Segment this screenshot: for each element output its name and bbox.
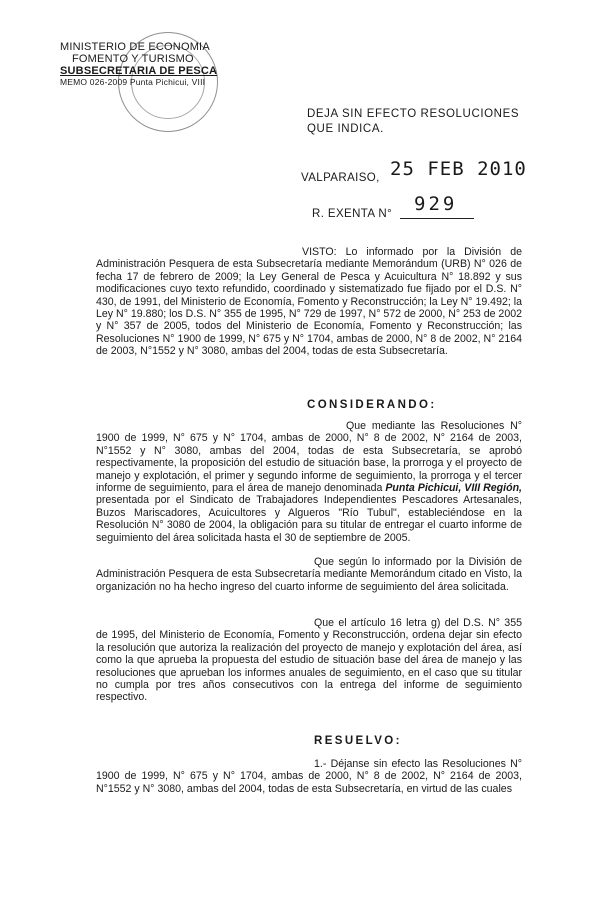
considerando-paragraph-2 bbox=[96, 556, 522, 593]
exenta-underline bbox=[400, 218, 474, 219]
considerando-2-text: Que según lo informado por la División de Administración Pesquera de esta Subsecretaría mediante Memorándum citado en Visto, la organización no ha hecho ingreso del cuarto informe de seguimiento del área solicitada. bbox=[96, 556, 522, 593]
date-stamp: 25 FEB 2010 bbox=[390, 158, 527, 180]
resolution-subject: DEJA SIN EFECTO RESOLUCIONES QUE INDICA. bbox=[307, 108, 520, 135]
ministry-subtitle: FOMENTO Y TURISMO bbox=[72, 53, 194, 65]
considerando-paragraph-1 bbox=[96, 420, 522, 544]
considerando-1-text-cont: presentada por el Sindicato de Trabajadores Independientes Pescadores Artesanales, Buzos Mariscadores, Acuicultores y Algueros "Río Tubul", estableciéndose en la Resolución N° 3080 de 2004, la obligación para su titular de entregar el cuarto informe de seguimiento del área solicitada hasta el 30 de septiembre de 2005. bbox=[96, 494, 522, 544]
resuelvo-heading: RESUELVO: bbox=[314, 735, 402, 747]
ministry-name: MINISTERIO DE ECONOMIA bbox=[60, 41, 210, 53]
visto-paragraph bbox=[96, 246, 522, 358]
considerando-1-area-name: Punta Pichicui, VIII Región, bbox=[385, 482, 522, 495]
resuelvo-1-text: 1.- Déjanse sin efecto las Resoluciones N° 1900 de 1999, N° 675 y N° 1704, ambas de 2000, N° 8 de 2002, N° 2164 de 2003, N°1552 y N° 3080, ambas del 2004, todas de esta Subsecretaría, en virtud de las cuales bbox=[96, 758, 522, 795]
exenta-number: 929 bbox=[414, 193, 458, 215]
exenta-label: R. EXENTA N° bbox=[312, 208, 393, 220]
considerando-paragraph-3 bbox=[96, 617, 522, 704]
letterhead bbox=[60, 41, 245, 88]
considerando-1-text: Que mediante las Resoluciones N° 1900 de 1999, N° 675 y N° 1704, ambas de 2000, N° 8 de 2002, N° 2164 de 2003, N°1552 y N° 3080, ambas del 2004, todas de esta Subsecretaría, se aprobó respectivamente, la proposición del estudio de situación base, la prorroga y el proyecto de manejo y explotación, el primer y segundo informe de seguimiento, la prorroga y el tercer informe de seguimiento, para el área de manejo denominada bbox=[96, 420, 522, 495]
considerando-heading: CONSIDERANDO: bbox=[307, 399, 437, 411]
considerando-3-text: Que el artículo 16 letra g) del D.S. N° 355 de 1995, del Ministerio de Economía, Fomento y Reconstrucción, ordena dejar sin efecto la resolución que autoriza la realización del proyecto de manejo y explotación del área, así como la que aprueba la propuesta del estudio de situación base del área de manejo y las resoluciones que aprueban los informes anuales de seguimiento, en el caso que su titular no cumpla por tres años consecutivos con la entrega del informe de seguimiento respectivo. bbox=[96, 617, 522, 704]
visto-lead: VISTO: bbox=[302, 246, 337, 258]
undersecretariat-name: SUBSECRETARIA DE PESCA bbox=[60, 65, 218, 77]
visto-text: Lo informado por la División de Administración Pesquera de esta Subsecretaría mediante Memorándum (URB) N° 026 de fecha 17 de febrero de 2009; la Ley General de Pesca y Acuicultura N° 18.892 y sus modificaciones cuyo texto refundido, coordinado y sistematizado fue fijado por el D.S. N° 430, de 1991, del Ministerio de Economía, Fomento y Reconstrucción; la Ley N° 19.492; la Ley N° 19.880; los D.S. N° 355 de 1995, N° 729 de 1997, N° 572 de 2000, N° 253 de 2002 y N° 357 de 2005, todos del Ministerio de Economía, Fomento y Reconstrucción; las Resoluciones N° 1900 de 1999, N° 675 y N° 1704, ambas de 2000, N° 8 de 2002, N° 2164 de 2003, N°1552 y N° 3080, ambas del 2004, todas de esta Subsecretaría. bbox=[96, 246, 522, 358]
place-label: VALPARAISO, bbox=[301, 172, 380, 184]
memo-reference: MEMO 026-2009 Punta Pichicui, VIII bbox=[60, 77, 206, 87]
resuelvo-paragraph-1 bbox=[96, 758, 522, 795]
